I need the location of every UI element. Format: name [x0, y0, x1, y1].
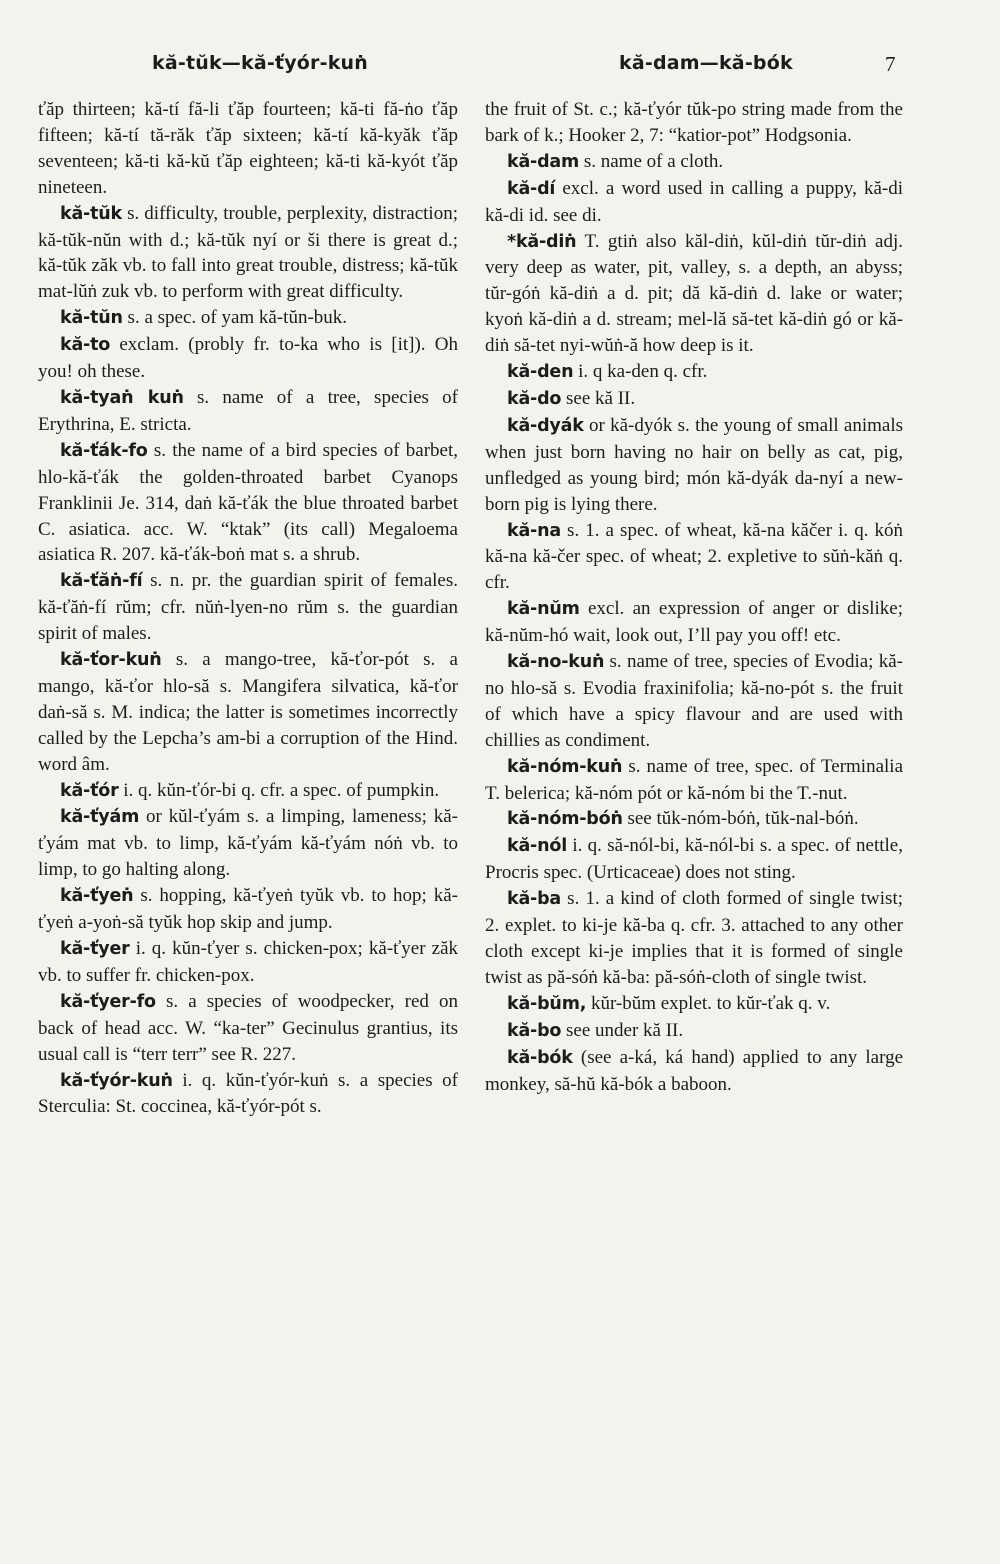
- dictionary-entry: kă-do see kă II.: [507, 387, 636, 409]
- dictionary-entry: kă-ťor-kuṅ s. a mango-tree, kă-ťor-pót s. a mango, kă-ťor hlo-să s. Mangifera silvatica, kă-ťor daṅ-să s. M. indica; the latter is sometimes incorrectly called by the Lepcha’s am-bi a corruption of the Hind. word âm.: [38, 649, 458, 775]
- dictionary-entry: kă-nól i. q. să-nól-bi, kă-nól-bi s. a spec. of nettle, Procris spec. (Urticaceae) does not sting.: [485, 835, 903, 884]
- headword: kă-nól: [507, 836, 567, 857]
- headword: kă-nóm-bóṅ: [507, 809, 623, 830]
- headword: kă-ťyer-fo: [60, 991, 156, 1012]
- dictionary-entry: kă-tyaṅ kuṅ s. name of a tree, species of Erythrina, E. stricta.: [38, 386, 459, 435]
- dictionary-entry: kă-ťák-fo s. the name of a bird species of barbet, hlo-kă-ťák the golden-throated barbet Cyanops Franklinii Je. 314, daṅ kă-ťák the blue throated barbet C. asiatica. acc. W. “ktak” (its call) Megaloema asiatica R. 207. kă-ťák-boṅ mat s. a shrub.: [38, 439, 458, 566]
- dictionary-entry: kă-bo see under kă II.: [507, 1019, 684, 1041]
- headword: kă-dam: [507, 151, 580, 172]
- headword: kă-den: [507, 362, 574, 383]
- headword: kă-nóm-kuṅ: [507, 756, 623, 777]
- dictionary-entry: kă-ťyám or kŭl-ťyám s. a limping, lameness; kă-ťyám mat vb. to limp, kă-ťyám kă-ťyám nóṅ vb. to limp, to go halting along.: [38, 806, 459, 881]
- headword: kă-nŭm: [507, 599, 580, 620]
- headword: kă-ba: [507, 889, 562, 910]
- dictionary-entry: kă-nŭm excl. an expression of anger or dislike; kă-nŭm-hó wait, look out, I’ll pay you off! etc.: [485, 598, 903, 647]
- headword: kă-ťyer: [60, 939, 130, 959]
- dictionary-entry: kă-dyák or kă-dyók s. the young of small animals when just born having no hair on belly as cat, pig, unfledged as young bird; món kă-dyák da-nyí a new-born pig is lying there.: [485, 414, 904, 515]
- headword: kă-tŭn: [60, 308, 123, 329]
- headword: kă-ťyám: [60, 807, 140, 828]
- headword: kă-do: [507, 388, 562, 409]
- dictionary-entry: kă-dí excl. a word used in calling a puppy, kă-di kă-di id. see di.: [485, 177, 903, 226]
- dictionary-entry: ťăp thirteen; kă-tí fă-li ťăp fourteen; kă-ti fă-ṅo ťăp fifteen; kă-tí tă-răk ťăp sixteen; kă-tí kă-kyăk ťăp seventeen; kă-ti kă-kŭ ťăp eighteen; kă-ti kă-kyót ťăp nineteen.: [38, 99, 458, 198]
- dictionary-entry: the fruit of St. c.; kă-ťyór tŭk-po string made from the bark of k.; Hooker 2, 7: “katior-pot” Hodgsonia.: [485, 99, 903, 146]
- headword: kă-ťák-fo: [60, 440, 148, 461]
- headword: kă-dí: [507, 178, 556, 199]
- dictionary-entry: kă-tŭn s. a spec. of yam kă-tŭn-buk.: [60, 307, 348, 329]
- dictionary-entry: kă-ťór i. q. kŭn-ťór-bi q. cfr. a spec. of pumpkin.: [60, 779, 440, 801]
- headword: kă-ťyeṅ: [60, 886, 134, 907]
- headword: kă-bŭm,: [507, 993, 587, 1014]
- headword: kă-tyaṅ kuṅ: [60, 387, 184, 408]
- left-column: [38, 97, 458, 1120]
- dictionary-entry: kă-no-kuṅ s. name of tree, species of Evodia; kă-no hlo-să s. Evodia fraxinifolia; kă-no-pót s. the fruit of which have a spicy flavour and are used with chillies as condiment.: [485, 651, 904, 751]
- dictionary-entry: kă-bók (see a-ká, ká hand) applied to any large monkey, să-hŭ kă-bók a baboon.: [485, 1046, 903, 1095]
- page-number: 7: [885, 52, 896, 76]
- headword: kă-na: [507, 520, 561, 541]
- dictionary-entry: *kă-diṅ T. gtiṅ also kăl-diṅ, kŭl-diṅ tŭr-diṅ adj. very deep as water, pit, valley, s. a depth, an abyss; tŭr-góṅ kă-diṅ a d. pit; dă kă-diṅ d. lake or water; kyoṅ kă-diṅ a d. stream; mel-lă să-tet kă-diṅ gó or kă-diṅ să-tet nyi-wŭṅ-ă how deep is it.: [485, 230, 903, 357]
- right-column: [485, 97, 903, 1097]
- left-running-head: kă-tŭk—kă-ťyór-kuṅ: [152, 52, 368, 74]
- headword: kă-ťór: [60, 780, 119, 801]
- headword: *kă-diṅ: [507, 231, 577, 252]
- headword: kă-ťor-kuṅ: [60, 650, 162, 671]
- dictionary-entry: kă-to exclam. (probly fr. to-ka who is [it]). Oh you! oh these.: [38, 334, 459, 383]
- dictionary-entry: kă-ťyór-kuṅ i. q. kŭn-ťyór-kuṅ s. a species of Sterculia: St. coccinea, kă-ťyór-pót s.: [38, 1069, 459, 1118]
- headword: kă-to: [60, 335, 111, 356]
- headword: kă-no-kuṅ: [507, 652, 605, 673]
- right-running-head: kă-dam—kă-bók: [619, 52, 793, 74]
- dictionary-entry: kă-nóm-kuṅ s. name of tree, spec. of Terminalia T. belerica; kă-nóm pót or kă-nóm bi the T.-nut.: [485, 755, 904, 804]
- headword: kă-dyák: [507, 415, 584, 436]
- dictionary-entry: kă-dam s. name of a cloth.: [507, 150, 724, 172]
- dictionary-entry: kă-ťyer-fo s. a species of woodpecker, red on back of head acc. W. “ka-ter” Gecinulus grantius, its usual call is “terr terr” see R. 227.: [38, 990, 458, 1065]
- dictionary-entry: kă-ťyeṅ s. hopping, kă-ťyeṅ tyŭk vb. to hop; kă-ťyeṅ a-yoṅ-să tyŭk hop skip and jump.: [38, 885, 458, 934]
- dictionary-entry: kă-tŭk s. difficulty, trouble, perplexity, distraction; kă-tŭk-nŭn with d.; kă-tŭk nyí or ši there is great d.; kă-tŭk zăk vb. to fall into great trouble, distress; kă-tŭk mat-lŭṅ zuk vb. to perform with great difficulty.: [38, 202, 458, 303]
- headword: kă-ťyór-kuṅ: [60, 1070, 173, 1091]
- dictionary-entry: kă-nóm-bóṅ see tŭk-nóm-bóṅ, tŭk-nal-bóṅ.: [507, 808, 859, 830]
- dictionary-entry: kă-ťăṅ-fí s. n. pr. the guardian spirit of females. kă-ťăṅ-fí rŭm; cfr. nŭṅ-lyen-no rŭm s. the guardian spirit of males.: [38, 570, 458, 645]
- dictionary-entry: kă-ťyer i. q. kŭn-ťyer s. chicken-pox; kă-ťyer zăk vb. to suffer fr. chicken-pox.: [38, 938, 458, 986]
- headword: kă-bók: [507, 1047, 573, 1068]
- headword: kă-ťăṅ-fí: [60, 571, 143, 592]
- dictionary-entry: kă-den i. q ka-den q. cfr.: [507, 361, 708, 383]
- headword: kă-tŭk: [60, 203, 122, 224]
- dictionary-entry: kă-ba s. 1. a kind of cloth formed of single twist; 2. explet. to ki-je kă-ba q. cfr. 3. attached to any other cloth except ki-je implies that it is formed of single twist as pă-sóṅ kă-ba: pă-sóṅ-cloth of single twist.: [485, 888, 904, 988]
- dictionary-entry: kă-bŭm, kŭr-bŭm explet. to kŭr-ťak q. v.: [507, 992, 831, 1014]
- headword: kă-bo: [507, 1020, 562, 1041]
- dictionary-entry: kă-na s. 1. a spec. of wheat, kă-na kăčer i. q. kóṅ kă-na kă-čer spec. of wheat; 2. expletive to sŭṅ-kăṅ q. cfr.: [485, 519, 903, 594]
